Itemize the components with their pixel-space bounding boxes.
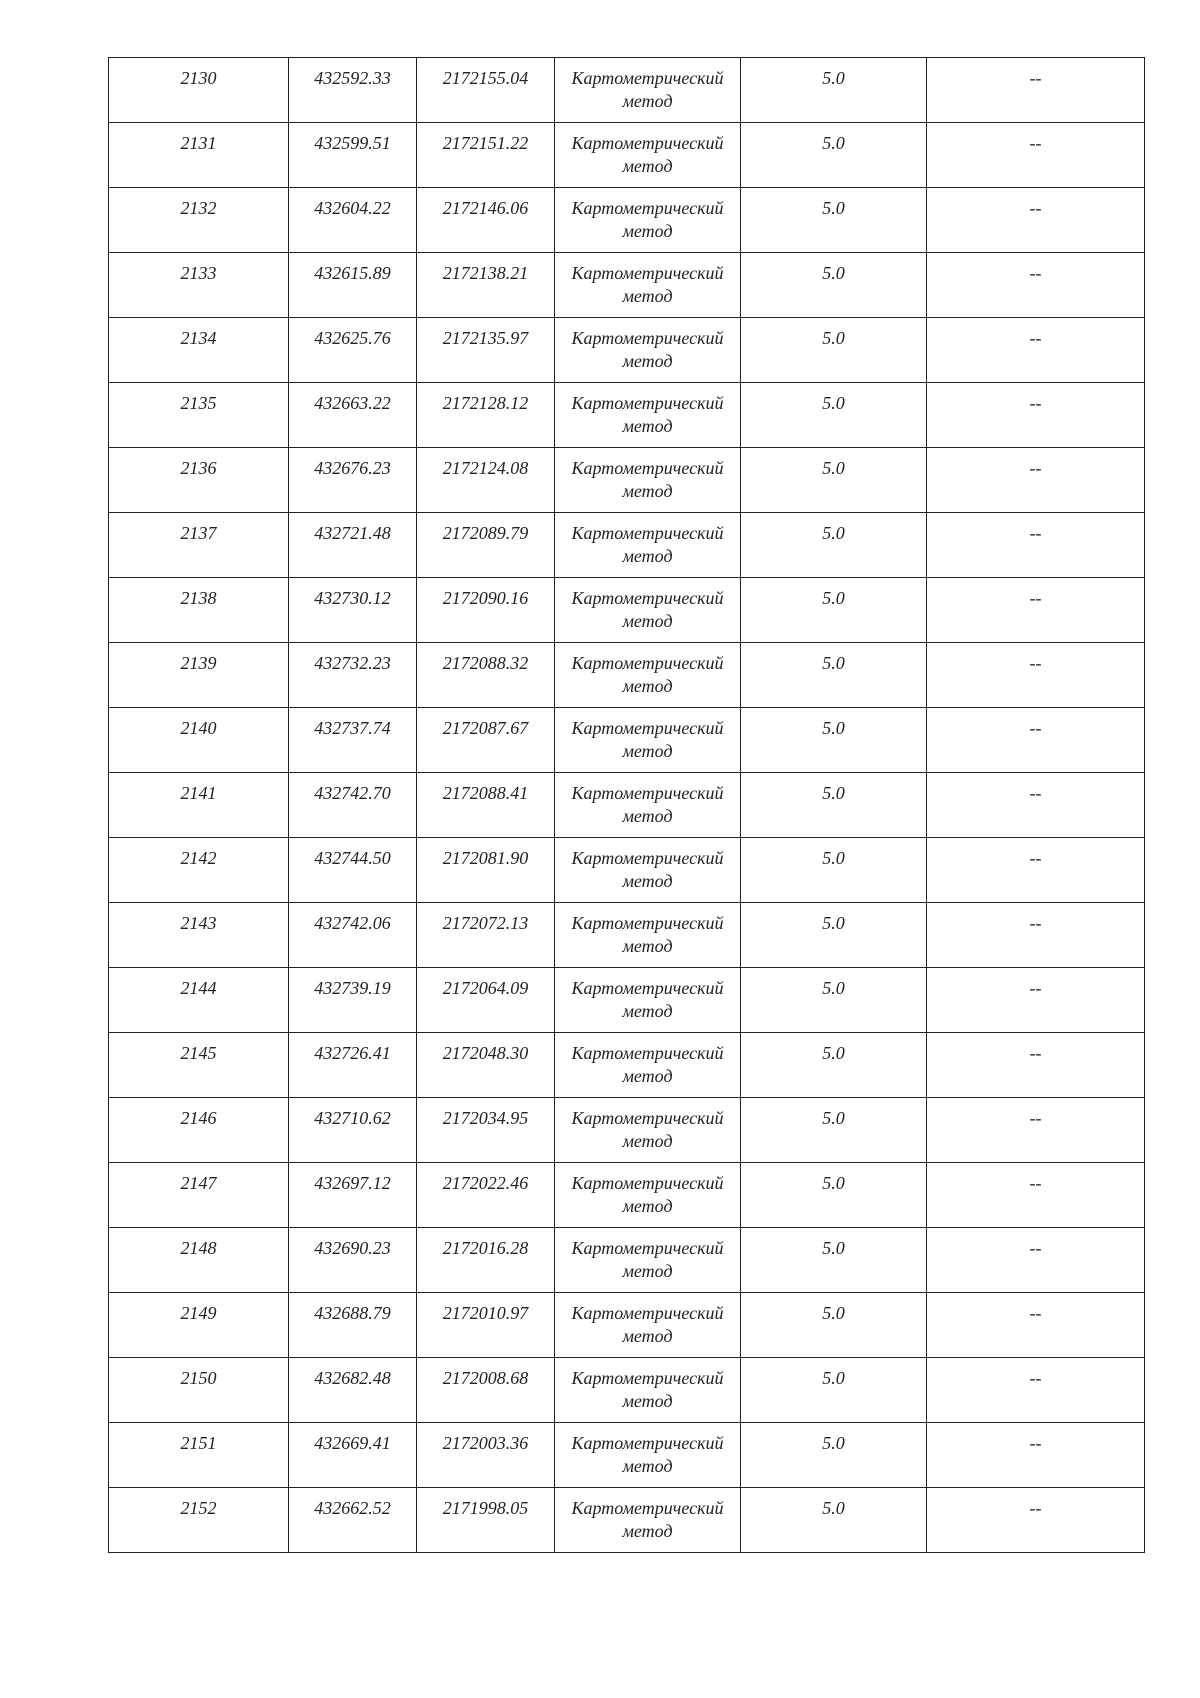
method-cell — [555, 773, 741, 838]
method-line-1: Картометрический — [571, 393, 724, 413]
x-coordinate-cell: 432662.52 — [289, 1488, 417, 1553]
y-coordinate-cell: 2172064.09 — [417, 968, 555, 1033]
x-coordinate-cell: 432599.51 — [289, 123, 417, 188]
x-coordinate-cell: 432604.22 — [289, 188, 417, 253]
note-cell: -- — [927, 643, 1145, 708]
note-cell: -- — [927, 773, 1145, 838]
table-row — [109, 578, 1145, 643]
note-cell: -- — [927, 383, 1145, 448]
accuracy-cell: 5.0 — [741, 578, 927, 643]
point-number-cell: 2151 — [109, 1423, 289, 1488]
method-line-1: Картометрический — [571, 68, 724, 88]
note-cell: -- — [927, 1358, 1145, 1423]
y-coordinate-cell: 2172155.04 — [417, 58, 555, 123]
method-line-1: Картометрический — [571, 328, 724, 348]
table-row — [109, 1358, 1145, 1423]
point-number-cell: 2143 — [109, 903, 289, 968]
method-line-2: метод — [622, 1066, 673, 1086]
method-cell — [555, 903, 741, 968]
coordinates-table-body — [109, 58, 1145, 1553]
method-cell — [555, 1163, 741, 1228]
accuracy-cell: 5.0 — [741, 188, 927, 253]
method-line-1: Картометрический — [571, 1043, 724, 1063]
x-coordinate-cell: 432726.41 — [289, 1033, 417, 1098]
method-line-2: метод — [622, 351, 673, 371]
method-cell — [555, 1228, 741, 1293]
coordinates-table — [108, 57, 1145, 1553]
y-coordinate-cell: 2171998.05 — [417, 1488, 555, 1553]
method-line-2: метод — [622, 1391, 673, 1411]
method-line-2: метод — [622, 611, 673, 631]
accuracy-cell: 5.0 — [741, 123, 927, 188]
method-cell — [555, 318, 741, 383]
point-number-cell: 2142 — [109, 838, 289, 903]
note-cell: -- — [927, 513, 1145, 578]
y-coordinate-cell: 2172138.21 — [417, 253, 555, 318]
point-number-cell: 2136 — [109, 448, 289, 513]
y-coordinate-cell: 2172128.12 — [417, 383, 555, 448]
x-coordinate-cell: 432721.48 — [289, 513, 417, 578]
accuracy-cell: 5.0 — [741, 1033, 927, 1098]
y-coordinate-cell: 2172003.36 — [417, 1423, 555, 1488]
x-coordinate-cell: 432732.23 — [289, 643, 417, 708]
note-cell: -- — [927, 708, 1145, 773]
table-row — [109, 1488, 1145, 1553]
table-row — [109, 58, 1145, 123]
x-coordinate-cell: 432690.23 — [289, 1228, 417, 1293]
table-row — [109, 383, 1145, 448]
method-cell — [555, 968, 741, 1033]
x-coordinate-cell: 432625.76 — [289, 318, 417, 383]
table-row — [109, 838, 1145, 903]
accuracy-cell: 5.0 — [741, 58, 927, 123]
method-line-2: метод — [622, 546, 673, 566]
note-cell: -- — [927, 578, 1145, 643]
method-cell — [555, 58, 741, 123]
method-cell — [555, 1358, 741, 1423]
method-line-1: Картометрический — [571, 913, 724, 933]
note-cell: -- — [927, 188, 1145, 253]
table-row — [109, 1098, 1145, 1163]
y-coordinate-cell: 2172034.95 — [417, 1098, 555, 1163]
method-line-2: метод — [622, 741, 673, 761]
method-line-2: метод — [622, 156, 673, 176]
note-cell: -- — [927, 1423, 1145, 1488]
accuracy-cell: 5.0 — [741, 1163, 927, 1228]
accuracy-cell: 5.0 — [741, 773, 927, 838]
point-number-cell: 2146 — [109, 1098, 289, 1163]
method-line-1: Картометрический — [571, 1303, 724, 1323]
y-coordinate-cell: 2172151.22 — [417, 123, 555, 188]
y-coordinate-cell: 2172124.08 — [417, 448, 555, 513]
x-coordinate-cell: 432710.62 — [289, 1098, 417, 1163]
point-number-cell: 2132 — [109, 188, 289, 253]
method-line-1: Картометрический — [571, 1108, 724, 1128]
note-cell: -- — [927, 1098, 1145, 1163]
method-line-2: метод — [622, 1131, 673, 1151]
method-line-2: метод — [622, 1196, 673, 1216]
x-coordinate-cell: 432592.33 — [289, 58, 417, 123]
accuracy-cell: 5.0 — [741, 513, 927, 578]
method-line-1: Картометрический — [571, 653, 724, 673]
method-cell — [555, 1293, 741, 1358]
y-coordinate-cell: 2172135.97 — [417, 318, 555, 383]
note-cell: -- — [927, 1293, 1145, 1358]
point-number-cell: 2137 — [109, 513, 289, 578]
note-cell: -- — [927, 1033, 1145, 1098]
note-cell: -- — [927, 253, 1145, 318]
x-coordinate-cell: 432744.50 — [289, 838, 417, 903]
accuracy-cell: 5.0 — [741, 1358, 927, 1423]
note-cell: -- — [927, 1488, 1145, 1553]
table-row — [109, 1163, 1145, 1228]
y-coordinate-cell: 2172081.90 — [417, 838, 555, 903]
method-line-2: метод — [622, 221, 673, 241]
x-coordinate-cell: 432742.06 — [289, 903, 417, 968]
accuracy-cell: 5.0 — [741, 1098, 927, 1163]
method-cell — [555, 643, 741, 708]
method-cell — [555, 578, 741, 643]
method-cell — [555, 1423, 741, 1488]
method-line-2: метод — [622, 1521, 673, 1541]
method-line-2: метод — [622, 1326, 673, 1346]
y-coordinate-cell: 2172022.46 — [417, 1163, 555, 1228]
method-line-2: метод — [622, 286, 673, 306]
method-cell — [555, 188, 741, 253]
x-coordinate-cell: 432697.12 — [289, 1163, 417, 1228]
accuracy-cell: 5.0 — [741, 838, 927, 903]
note-cell: -- — [927, 318, 1145, 383]
point-number-cell: 2145 — [109, 1033, 289, 1098]
table-row — [109, 188, 1145, 253]
table-row — [109, 1423, 1145, 1488]
accuracy-cell: 5.0 — [741, 383, 927, 448]
accuracy-cell: 5.0 — [741, 1293, 927, 1358]
y-coordinate-cell: 2172089.79 — [417, 513, 555, 578]
point-number-cell: 2141 — [109, 773, 289, 838]
y-coordinate-cell: 2172146.06 — [417, 188, 555, 253]
point-number-cell: 2131 — [109, 123, 289, 188]
method-cell — [555, 383, 741, 448]
note-cell: -- — [927, 123, 1145, 188]
accuracy-cell: 5.0 — [741, 448, 927, 513]
note-cell: -- — [927, 968, 1145, 1033]
method-cell — [555, 708, 741, 773]
point-number-cell: 2148 — [109, 1228, 289, 1293]
accuracy-cell: 5.0 — [741, 708, 927, 773]
note-cell: -- — [927, 903, 1145, 968]
y-coordinate-cell: 2172010.97 — [417, 1293, 555, 1358]
method-line-1: Картометрический — [571, 523, 724, 543]
x-coordinate-cell: 432669.41 — [289, 1423, 417, 1488]
method-line-1: Картометрический — [571, 1498, 724, 1518]
method-line-1: Картометрический — [571, 263, 724, 283]
y-coordinate-cell: 2172008.68 — [417, 1358, 555, 1423]
method-cell — [555, 513, 741, 578]
x-coordinate-cell: 432615.89 — [289, 253, 417, 318]
accuracy-cell: 5.0 — [741, 1488, 927, 1553]
method-cell — [555, 838, 741, 903]
method-line-1: Картометрический — [571, 978, 724, 998]
table-row — [109, 1228, 1145, 1293]
point-number-cell: 2135 — [109, 383, 289, 448]
point-number-cell: 2139 — [109, 643, 289, 708]
x-coordinate-cell: 432739.19 — [289, 968, 417, 1033]
note-cell: -- — [927, 1228, 1145, 1293]
table-row — [109, 1293, 1145, 1358]
table-row — [109, 968, 1145, 1033]
table-row — [109, 1033, 1145, 1098]
y-coordinate-cell: 2172072.13 — [417, 903, 555, 968]
x-coordinate-cell: 432688.79 — [289, 1293, 417, 1358]
method-line-1: Картометрический — [571, 133, 724, 153]
y-coordinate-cell: 2172088.32 — [417, 643, 555, 708]
method-line-2: метод — [622, 936, 673, 956]
y-coordinate-cell: 2172048.30 — [417, 1033, 555, 1098]
method-cell — [555, 1488, 741, 1553]
point-number-cell: 2138 — [109, 578, 289, 643]
table-row — [109, 513, 1145, 578]
method-cell — [555, 1098, 741, 1163]
method-line-1: Картометрический — [571, 1173, 724, 1193]
accuracy-cell: 5.0 — [741, 903, 927, 968]
table-row — [109, 318, 1145, 383]
accuracy-cell: 5.0 — [741, 968, 927, 1033]
note-cell: -- — [927, 448, 1145, 513]
method-line-1: Картометрический — [571, 198, 724, 218]
method-cell — [555, 448, 741, 513]
point-number-cell: 2150 — [109, 1358, 289, 1423]
table-row — [109, 903, 1145, 968]
method-cell — [555, 1033, 741, 1098]
y-coordinate-cell: 2172088.41 — [417, 773, 555, 838]
method-line-2: метод — [622, 806, 673, 826]
point-number-cell: 2130 — [109, 58, 289, 123]
y-coordinate-cell: 2172087.67 — [417, 708, 555, 773]
table-row — [109, 448, 1145, 513]
table-row — [109, 708, 1145, 773]
method-line-1: Картометрический — [571, 718, 724, 738]
x-coordinate-cell: 432742.70 — [289, 773, 417, 838]
note-cell: -- — [927, 58, 1145, 123]
method-line-1: Картометрический — [571, 588, 724, 608]
note-cell: -- — [927, 1163, 1145, 1228]
point-number-cell: 2140 — [109, 708, 289, 773]
y-coordinate-cell: 2172090.16 — [417, 578, 555, 643]
method-cell — [555, 253, 741, 318]
table-row — [109, 123, 1145, 188]
x-coordinate-cell: 432663.22 — [289, 383, 417, 448]
method-line-1: Картометрический — [571, 458, 724, 478]
table-row — [109, 773, 1145, 838]
method-line-1: Картометрический — [571, 1238, 724, 1258]
method-line-1: Картометрический — [571, 783, 724, 803]
point-number-cell: 2134 — [109, 318, 289, 383]
method-line-2: метод — [622, 1456, 673, 1476]
method-line-2: метод — [622, 676, 673, 696]
point-number-cell: 2152 — [109, 1488, 289, 1553]
accuracy-cell: 5.0 — [741, 1423, 927, 1488]
method-line-2: метод — [622, 871, 673, 891]
y-coordinate-cell: 2172016.28 — [417, 1228, 555, 1293]
point-number-cell: 2133 — [109, 253, 289, 318]
method-line-2: метод — [622, 1261, 673, 1281]
x-coordinate-cell: 432730.12 — [289, 578, 417, 643]
method-line-2: метод — [622, 481, 673, 501]
accuracy-cell: 5.0 — [741, 318, 927, 383]
note-cell: -- — [927, 838, 1145, 903]
point-number-cell: 2144 — [109, 968, 289, 1033]
x-coordinate-cell: 432737.74 — [289, 708, 417, 773]
x-coordinate-cell: 432682.48 — [289, 1358, 417, 1423]
point-number-cell: 2147 — [109, 1163, 289, 1228]
method-line-2: метод — [622, 91, 673, 111]
table-row — [109, 253, 1145, 318]
point-number-cell: 2149 — [109, 1293, 289, 1358]
x-coordinate-cell: 432676.23 — [289, 448, 417, 513]
accuracy-cell: 5.0 — [741, 643, 927, 708]
table-row — [109, 643, 1145, 708]
accuracy-cell: 5.0 — [741, 1228, 927, 1293]
method-line-2: метод — [622, 1001, 673, 1021]
method-cell — [555, 123, 741, 188]
method-line-1: Картометрический — [571, 1433, 724, 1453]
method-line-2: метод — [622, 416, 673, 436]
method-line-1: Картометрический — [571, 848, 724, 868]
method-line-1: Картометрический — [571, 1368, 724, 1388]
accuracy-cell: 5.0 — [741, 253, 927, 318]
